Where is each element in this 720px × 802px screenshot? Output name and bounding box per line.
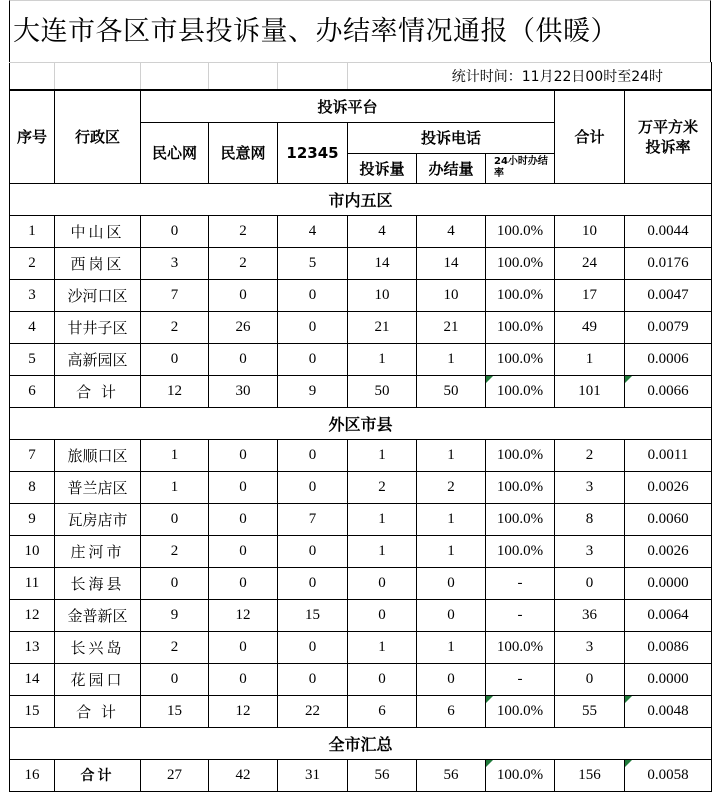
cell-total: 1 [555,343,625,375]
cell-rate24: 100.0% [486,631,555,663]
cell-minyi: 26 [209,311,278,343]
cell-district: 瓦房店市 [55,503,141,535]
cell-rate-per: 0.0026 [625,471,712,503]
table-row [10,375,712,407]
cell-rate-per: 0.0060 [625,503,712,535]
cell-minyi: 0 [209,631,278,663]
cell-rate-per: 0.0011 [625,439,712,471]
cell-seq: 4 [10,311,55,343]
cell-rate24: 100.0% [486,215,555,247]
cell-district: 沙河口区 [55,279,141,311]
cell-district: 长海县 [55,567,141,599]
cell-rate24: - [486,663,555,695]
cell-rate24: 100.0% [486,695,555,727]
cell-12345: 22 [278,695,348,727]
cell-seq: 7 [10,439,55,471]
cell-seq: 10 [10,535,55,567]
cell-resolved: 1 [417,535,486,567]
header-total: 合计 [555,90,625,183]
cell-minxin: 27 [141,759,209,791]
cell-district: 花园口 [55,663,141,695]
cell-minyi: 2 [209,247,278,279]
cell-rate-per: 0.0026 [625,535,712,567]
cell-total: 10 [555,215,625,247]
cell-total: 49 [555,311,625,343]
cell-district: 旅顺口区 [55,439,141,471]
header-complaints: 投诉量 [348,153,417,183]
cell-minxin: 2 [141,535,209,567]
cell-rate-per: 0.0066 [625,375,712,407]
cell-minyi: 0 [209,663,278,695]
cell-12345: 0 [278,631,348,663]
cell-minyi: 0 [209,471,278,503]
cell-district: 高新园区 [55,343,141,375]
table-row [10,567,712,599]
cell-minxin: 0 [141,503,209,535]
cell-total: 24 [555,247,625,279]
stat-time: 统计时间：11月22日00时至24时 [348,63,712,91]
cell-rate-per: 0.0064 [625,599,712,631]
cell-minxin: 1 [141,439,209,471]
table-row [10,599,712,631]
cell-seq: 9 [10,503,55,535]
cell-complaints: 6 [348,695,417,727]
cell-rate24: 100.0% [486,311,555,343]
cell-minxin: 0 [141,567,209,599]
table-row [10,215,712,247]
table-row [10,471,712,503]
cell-12345: 0 [278,567,348,599]
table-row [10,759,712,791]
cell-resolved: 10 [417,279,486,311]
cell-12345: 15 [278,599,348,631]
cell-seq: 6 [10,375,55,407]
cell-resolved: 0 [417,567,486,599]
cell-resolved: 1 [417,439,486,471]
header-phone: 投诉电话 [348,122,555,153]
cell-rate-per: 0.0000 [625,567,712,599]
cell-12345: 0 [278,343,348,375]
cell-minyi: 0 [209,535,278,567]
table-row [10,343,712,375]
cell-minxin: 0 [141,663,209,695]
cell-12345: 7 [278,503,348,535]
header-rate-per: 万平方米投诉率 [625,90,712,183]
cell-minxin: 7 [141,279,209,311]
cell-minxin: 2 [141,311,209,343]
cell-seq: 1 [10,215,55,247]
cell-rate24: 100.0% [486,439,555,471]
table-row [10,503,712,535]
cell-rate-per: 0.0006 [625,343,712,375]
cell-rate24: 100.0% [486,375,555,407]
cell-minxin: 0 [141,215,209,247]
cell-resolved: 1 [417,343,486,375]
cell-rate24: 100.0% [486,279,555,311]
cell-rate24: 100.0% [486,759,555,791]
cell-seq: 14 [10,663,55,695]
cell-total: 3 [555,631,625,663]
cell-resolved: 14 [417,247,486,279]
cell-rate-per: 0.0048 [625,695,712,727]
table-row [10,663,712,695]
cell-seq: 3 [10,279,55,311]
cell-seq: 2 [10,247,55,279]
table-row [10,439,712,471]
cell-total: 8 [555,503,625,535]
cell-total: 101 [555,375,625,407]
cell-rate-per: 0.0058 [625,759,712,791]
cell-minxin: 1 [141,471,209,503]
cell-minyi: 2 [209,215,278,247]
cell-total: 55 [555,695,625,727]
cell-total: 0 [555,663,625,695]
cell-complaints: 4 [348,215,417,247]
cell-rate24: - [486,567,555,599]
cell-resolved: 56 [417,759,486,791]
cell-district: 金普新区 [55,599,141,631]
cell-complaints: 1 [348,503,417,535]
cell-district: 中山区 [55,215,141,247]
cell-resolved: 21 [417,311,486,343]
section-row [10,407,712,439]
cell-rate24: 100.0% [486,503,555,535]
cell-minyi: 12 [209,599,278,631]
cell-complaints: 0 [348,663,417,695]
cell-minyi: 30 [209,375,278,407]
cell-minyi: 0 [209,343,278,375]
cell-minxin: 0 [141,343,209,375]
cell-resolved: 0 [417,599,486,631]
cell-12345: 5 [278,247,348,279]
section-row [10,183,712,215]
header-resolved: 办结量 [417,153,486,183]
cell-rate24: - [486,599,555,631]
cell-minxin: 15 [141,695,209,727]
cell-minxin: 3 [141,247,209,279]
report-sheet [9,0,711,792]
table-row [10,247,712,279]
cell-12345: 4 [278,215,348,247]
cell-rate-per: 0.0079 [625,311,712,343]
cell-total: 3 [555,535,625,567]
cell-rate24: 100.0% [486,535,555,567]
cell-complaints: 1 [348,631,417,663]
cell-resolved: 50 [417,375,486,407]
section-row [10,727,712,759]
cell-rate-per: 0.0047 [625,279,712,311]
cell-district: 合计 [55,759,141,791]
cell-12345: 9 [278,375,348,407]
cell-seq: 16 [10,759,55,791]
table-row [10,695,712,727]
cell-complaints: 14 [348,247,417,279]
cell-complaints: 50 [348,375,417,407]
cell-district: 长兴岛 [55,631,141,663]
section-title: 全市汇总 [10,727,712,759]
cell-minyi: 0 [209,567,278,599]
cell-seq: 15 [10,695,55,727]
cell-12345: 0 [278,311,348,343]
cell-seq: 13 [10,631,55,663]
cell-12345: 0 [278,535,348,567]
cell-rate24: 100.0% [486,247,555,279]
cell-resolved: 0 [417,663,486,695]
cell-district: 西岗区 [55,247,141,279]
cell-seq: 8 [10,471,55,503]
cell-total: 3 [555,471,625,503]
cell-rate-per: 0.0176 [625,247,712,279]
table-row [10,631,712,663]
cell-total: 0 [555,567,625,599]
cell-complaints: 56 [348,759,417,791]
header-platform: 投诉平台 [141,90,555,122]
section-title: 市内五区 [10,183,712,215]
cell-12345: 0 [278,439,348,471]
cell-complaints: 1 [348,343,417,375]
cell-minyi: 0 [209,279,278,311]
cell-complaints: 2 [348,471,417,503]
cell-rate-per: 0.0086 [625,631,712,663]
cell-resolved: 1 [417,631,486,663]
cell-complaints: 0 [348,567,417,599]
cell-seq: 11 [10,567,55,599]
cell-minxin: 2 [141,631,209,663]
cell-district: 甘井子区 [55,311,141,343]
cell-minyi: 0 [209,439,278,471]
table-row [10,535,712,567]
cell-minxin: 9 [141,599,209,631]
cell-minyi: 0 [209,503,278,535]
header-minyi: 民意网 [209,122,278,183]
cell-12345: 0 [278,471,348,503]
cell-minxin: 12 [141,375,209,407]
report-title: 大连市各区市县投诉量、办结率情况通报（供暖） [9,0,711,62]
cell-complaints: 10 [348,279,417,311]
report-table [9,62,712,792]
cell-minyi: 42 [209,759,278,791]
table-row [10,311,712,343]
cell-12345: 0 [278,279,348,311]
cell-12345: 31 [278,759,348,791]
cell-complaints: 1 [348,439,417,471]
cell-complaints: 0 [348,599,417,631]
cell-minyi: 12 [209,695,278,727]
header-district: 行政区 [55,90,141,183]
section-title: 外区市县 [10,407,712,439]
cell-total: 156 [555,759,625,791]
cell-rate24: 100.0% [486,471,555,503]
header-rate24: 24小时办结率 [486,153,555,183]
cell-district: 合 计 [55,695,141,727]
cell-rate-per: 0.0000 [625,663,712,695]
cell-12345: 0 [278,663,348,695]
cell-complaints: 1 [348,535,417,567]
cell-resolved: 4 [417,215,486,247]
header-12345: 12345 [278,122,348,183]
header-minxin: 民心网 [141,122,209,183]
cell-rate24: 100.0% [486,343,555,375]
cell-district: 庄河市 [55,535,141,567]
cell-total: 36 [555,599,625,631]
cell-district: 合 计 [55,375,141,407]
cell-total: 2 [555,439,625,471]
cell-resolved: 2 [417,471,486,503]
cell-complaints: 21 [348,311,417,343]
cell-seq: 5 [10,343,55,375]
cell-rate-per: 0.0044 [625,215,712,247]
header-seq: 序号 [10,90,55,183]
stat-row [10,63,712,91]
cell-resolved: 1 [417,503,486,535]
cell-resolved: 6 [417,695,486,727]
cell-district: 普兰店区 [55,471,141,503]
cell-seq: 12 [10,599,55,631]
table-row [10,279,712,311]
cell-total: 17 [555,279,625,311]
